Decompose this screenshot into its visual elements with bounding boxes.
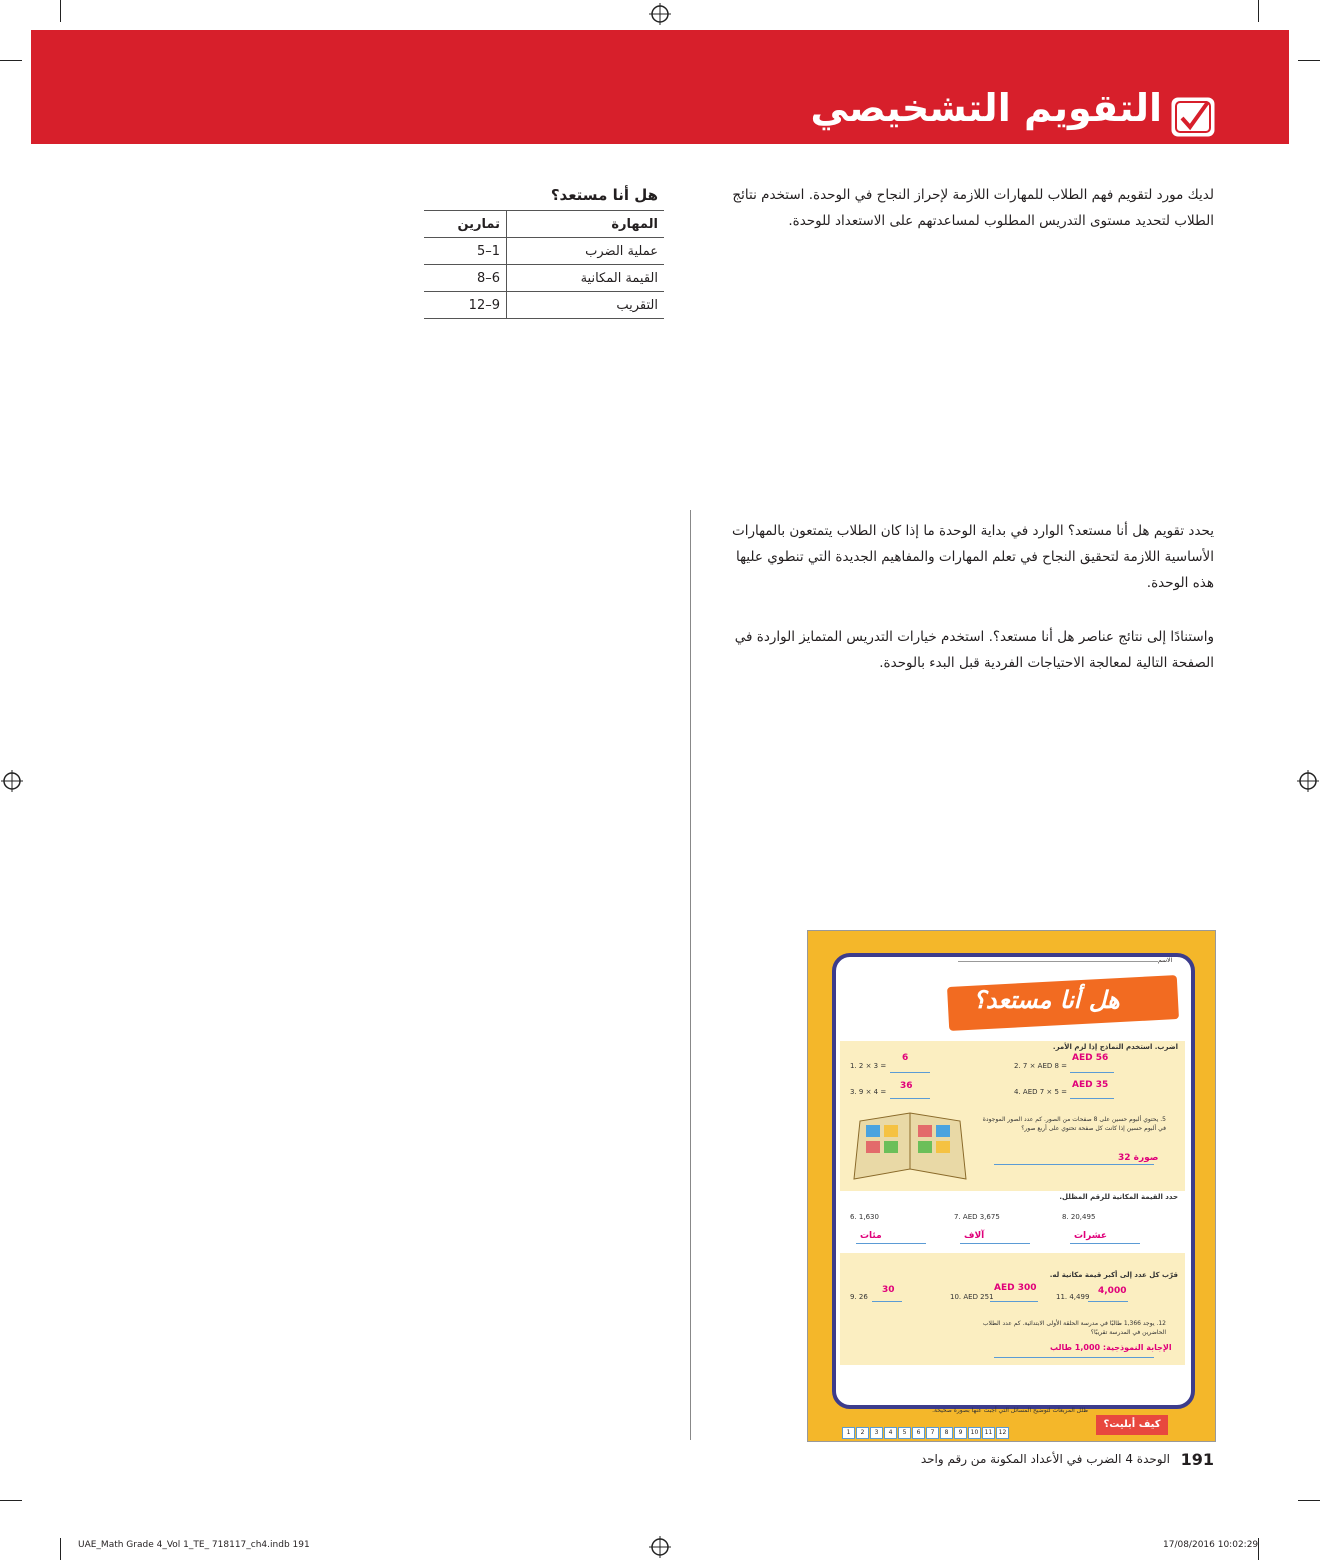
question-12: 12. يوجد 1,366 طالبًا في مدرسة الحلقة الأولى الابتدائية. كم عدد الطلاب الحاضرين في المدرسة تقريبًا؟ <box>982 1320 1166 1336</box>
answer-7: آلاف <box>964 1231 985 1241</box>
score-cell[interactable]: 1 <box>842 1427 855 1439</box>
thumbnail-title: هل أنا مستعد؟ <box>973 986 1120 1014</box>
question-8: 8. 20,495 <box>1062 1213 1096 1221</box>
header-skill: المهارة <box>507 211 665 238</box>
photo-album-icon <box>848 1109 972 1185</box>
table-row <box>424 265 664 292</box>
exercises-cell: 9–12 <box>424 292 507 319</box>
footer-unit-title: الوحدة 4 الضرب في الأعداد المكونة من رقم واحد <box>920 1452 1170 1466</box>
registration-mark-icon <box>649 3 671 25</box>
exercises-cell: 6–8 <box>424 265 507 292</box>
answer-9: 30 <box>882 1285 895 1295</box>
registration-mark-icon <box>649 1536 671 1558</box>
question-4: 4. AED 7 × 5 = <box>1014 1088 1068 1096</box>
score-cell[interactable]: 6 <box>912 1427 925 1439</box>
score-cell[interactable]: 4 <box>884 1427 897 1439</box>
shade-instruction: ظلل المربعات لتوضيح المسائل التي أجبت عنها بصورة صحيحة. <box>932 1407 1088 1414</box>
skill-cell: القيمة المكانية <box>507 265 665 292</box>
body-paragraph-2: واستنادًا إلى نتائج عناصر هل أنا مستعد؟. استخدم خيارات التدريس المتمايز الواردة في الصفحة التالية لمعالجة الاحتياجات الفردية قبل البدء بالوحدة. <box>734 629 1214 671</box>
exercises-cell: 1–5 <box>424 238 507 265</box>
question-3: 3. 9 × 4 = <box>850 1088 887 1096</box>
student-page-thumbnail <box>807 930 1216 1442</box>
table-row <box>424 238 664 265</box>
skill-cell: التقريب <box>507 292 665 319</box>
answer-3: 36 <box>900 1081 913 1091</box>
answer-5: 32 صورة <box>1118 1153 1159 1163</box>
question-6: 6. 1,630 <box>850 1213 879 1221</box>
page-title: التقويم التشخيصي <box>810 86 1162 130</box>
section2-instruction: حدد القيمة المكانية للرقم المظلل. <box>1059 1193 1178 1201</box>
score-cell[interactable]: 10 <box>968 1427 981 1439</box>
checkmark-icon <box>1170 96 1216 138</box>
header-exercises: تمارين <box>424 211 507 238</box>
table-row <box>424 292 664 319</box>
question-7: 7. AED 3,675 <box>954 1213 1000 1221</box>
score-cells <box>842 1419 1010 1439</box>
answer-11: 4,000 <box>1098 1286 1127 1296</box>
answer-1: 6 <box>902 1053 909 1063</box>
question-2: 2. 7 × AED 8 = <box>1014 1062 1068 1070</box>
column-divider <box>690 510 691 1440</box>
how-did-i-do-button[interactable]: كيف أبليت؟ <box>1096 1415 1168 1435</box>
skills-table <box>424 210 664 319</box>
answer-2: AED 56 <box>1072 1053 1109 1063</box>
intro-text: لديك مورد لتقويم فهم الطلاب للمهارات اللازمة لإحراز النجاح في الوحدة. استخدم نتائج الطلاب لتحديد مستوى التدريس المطلوب لمساعدتهم على الاستعداد للوحدة. <box>732 187 1214 229</box>
score-cell[interactable]: 3 <box>870 1427 883 1439</box>
section1-instruction: اضرب. استخدم النماذج إذا لزم الأمر. <box>1052 1043 1178 1051</box>
slug-file-info: UAE_Math Grade 4_Vol 1_TE_ 718117_ch4.indb 191 <box>78 1540 310 1550</box>
score-cell[interactable]: 12 <box>996 1427 1009 1439</box>
name-label: الاسم <box>1158 957 1173 964</box>
answer-10: AED 300 <box>994 1283 1037 1293</box>
score-cell[interactable]: 9 <box>954 1427 967 1439</box>
question-5: 5. يحتوي ألبوم حسين على 8 صفحات من الصور. كم عدد الصور الموجودة في ألبوم حسين إذا كانت كل صفحة تحتوي على أربع صور؟ <box>982 1116 1166 1132</box>
body-paragraph-1: يحدد تقويم هل أنا مستعد؟ الوارد في بداية الوحدة ما إذا كان الطلاب يتمتعون بالمهارات الأساسية اللازمة لتحقيق النجاح في تعلم المهارات والمفاهيم الجديدة التي تنطوي عليها هذه الوحدة. <box>731 523 1214 591</box>
question-9: 9. 26 <box>850 1293 868 1301</box>
score-cell[interactable]: 8 <box>940 1427 953 1439</box>
score-cell[interactable]: 2 <box>856 1427 869 1439</box>
answer-8: عشرات <box>1074 1231 1108 1241</box>
answer-12: الإجابة النموذجية: 1,000 طالب <box>1050 1343 1172 1352</box>
score-cell[interactable]: 5 <box>898 1427 911 1439</box>
page-number: 191 <box>1180 1450 1214 1469</box>
registration-mark-icon <box>1 770 23 792</box>
question-1: 1. 2 × 3 = <box>850 1062 887 1070</box>
section3-instruction: قرّب كل عدد إلى أكبر قيمة مكانية له. <box>1049 1271 1178 1279</box>
score-cell[interactable]: 11 <box>982 1427 995 1439</box>
question-10: 10. AED 251 <box>950 1293 994 1301</box>
answer-4: AED 35 <box>1072 1080 1109 1090</box>
answer-6: مئات <box>860 1231 882 1241</box>
slug-timestamp: 17/08/2016 10:02:29 <box>1163 1540 1259 1550</box>
question-11: 11. 4,499 <box>1056 1293 1090 1301</box>
score-cell[interactable]: 7 <box>926 1427 939 1439</box>
table-title: هل أنا مستعد؟ <box>550 186 658 204</box>
skill-cell: عملية الضرب <box>507 238 665 265</box>
registration-mark-icon <box>1297 770 1319 792</box>
